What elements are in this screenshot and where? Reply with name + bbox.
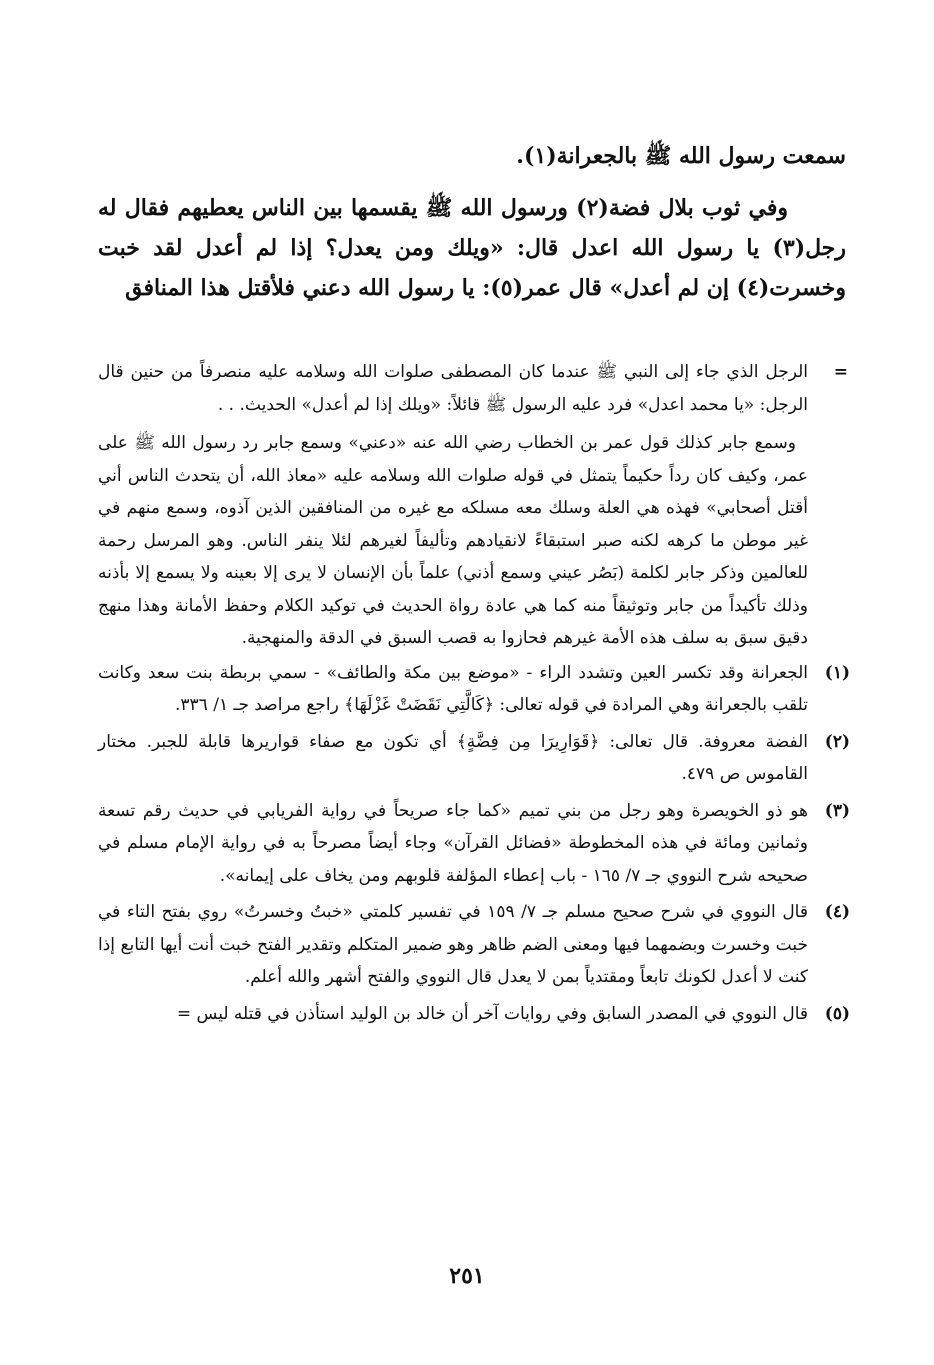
footnote-continuation	[98, 356, 850, 655]
main-text-line-1: سمعت رسول الله ﷺ بالجعرانة(١).	[516, 143, 846, 169]
footnote-continuation-paragraph-2: وسمع جابر كذلك قول عمر بن الخطاب رضي الله عنه «دعني» وسمع جابر رد رسول الله ﷺ على عمر، وكيف كان رداً حكيماً يتمثل في قوله صلوات الله وسلامه عليه «معاذ الله، أن يتحدث الناس أني أقتل أصحابي» فهذه هي العلة وسلك معه مسلكه مع غيره من المنافقين الذين آذوه، وسمع منهم في غير موطن ما كرهه لكنه صبر استبقاءً لانقيادهم وتأليفاً لغيرهم لئلا ينفر الناس. وهو المرسل رحمة للعالمين وذكر جابر لكلمة (بَصُر عيني وسمع أذني) علماً بأن الإنسان لا يرى إلا بعينه ولا يسمع إلا بأذنه وذلك تأكيداً من جابر وتوثيقاً منه كما هي عادة رواة الحديث في توكيد الكلام وحفظ الأمانة وهذا منهج دقيق سبق به سلف هذه الأمة غيرهم فحازوا به قصب السبق في الدقة والمنهجية.	[98, 433, 808, 648]
page-number: ٢٥١	[449, 1263, 485, 1289]
footnote-1	[98, 657, 850, 722]
main-text-paragraph-2: وفي ثوب بلال فضة(٢) ورسول الله ﷺ يقسمها بين الناس يعطيهم فقال له رجل(٣) يا رسول الله اعدل قال: «ويلك ومن يعدل؟ إذا لم أعدل لقد خبت وخسرت(٤) إن لم أعدل» قال عمر(٥): يا رسول الله دعني فلأقتل هذا المنافق	[98, 195, 846, 301]
main-text	[98, 136, 846, 308]
footnote-number: (٥)	[824, 1003, 850, 1024]
footnote-continuation-paragraph-1: الرجل الذي جاء إلى النبي ﷺ عندما كان المصطفى صلوات الله وسلامه عليه منصرفاً من حنين قال الرجل: «يا محمد اعدل» فرد عليه الرسول ﷺ قائلاً: «ويلك إذا لم أعدل» الحديث. . .	[98, 362, 808, 415]
continuation-marker: =	[833, 362, 848, 382]
footnote-3	[98, 795, 850, 893]
footnote-number: (٢)	[824, 731, 850, 752]
footnotes	[98, 356, 850, 1030]
footnote-text: قال النووي في شرح صحيح مسلم جـ ٧/ ١٥٩ في تفسير كلمتي «خبتُ وخسرتُ» روي بفتح التاء في خبت وخسرت وبضمهما فيها ومعنى الضم ظاهر وهو ضمير المتكلم وتقدير الفتح خبت أنت أيها التابع إذا كنت لا أعدل لكونك تابعاً ومقتدياً بمن لا يعدل قال النووي والفتح أشهر والله أعلم.	[98, 902, 808, 987]
footnote-5	[98, 998, 850, 1031]
footnote-2	[98, 726, 850, 791]
footnote-text: الفضة معروفة. قال تعالى: ﴿قَوَارِيرَا مِن فِضَّةٍ﴾ أي تكون مع صفاء قواريرها قابلة للجبر. مختار القاموس ص ٤٧٩.	[98, 731, 808, 784]
footnote-number: (٤)	[824, 902, 850, 922]
footnote-text: هو ذو الخويصرة وهو رجل من بني تميم «كما جاء صريحاً في رواية الفريابي في حديث رقم تسعة وثمانين ومائة في هذه المخطوطة «فضائل القرآن» وجاء أيضاً مصرحاً به في رواية الإمام مسلم في صحيحه شرح النووي جـ ٧/ ١٦٥ - باب إعطاء المؤلفة قلوبهم ومن يخاف على إيمانه».	[98, 800, 808, 886]
footnote-text: قال النووي في المصدر السابق وفي روايات آخر أن خالد بن الوليد استأذن في قتله ليس =	[176, 1003, 808, 1024]
footnote-text: الجعرانة وقد تكسر العين وتشدد الراء - «موضع بين مكة والطائف» - سمي بربطة بنت سعد وكانت تلقب بالجعرانة وهي المرادة في قوله تعالى: ﴿كَالَّتِي نَقَضَتْ غَزْلَهَا﴾ راجع مراصد جـ ١/ ٣٣٦.	[98, 662, 808, 715]
footnote-number: (٣)	[824, 800, 850, 821]
footnote-number: (١)	[824, 662, 850, 683]
footnote-4	[98, 896, 850, 994]
